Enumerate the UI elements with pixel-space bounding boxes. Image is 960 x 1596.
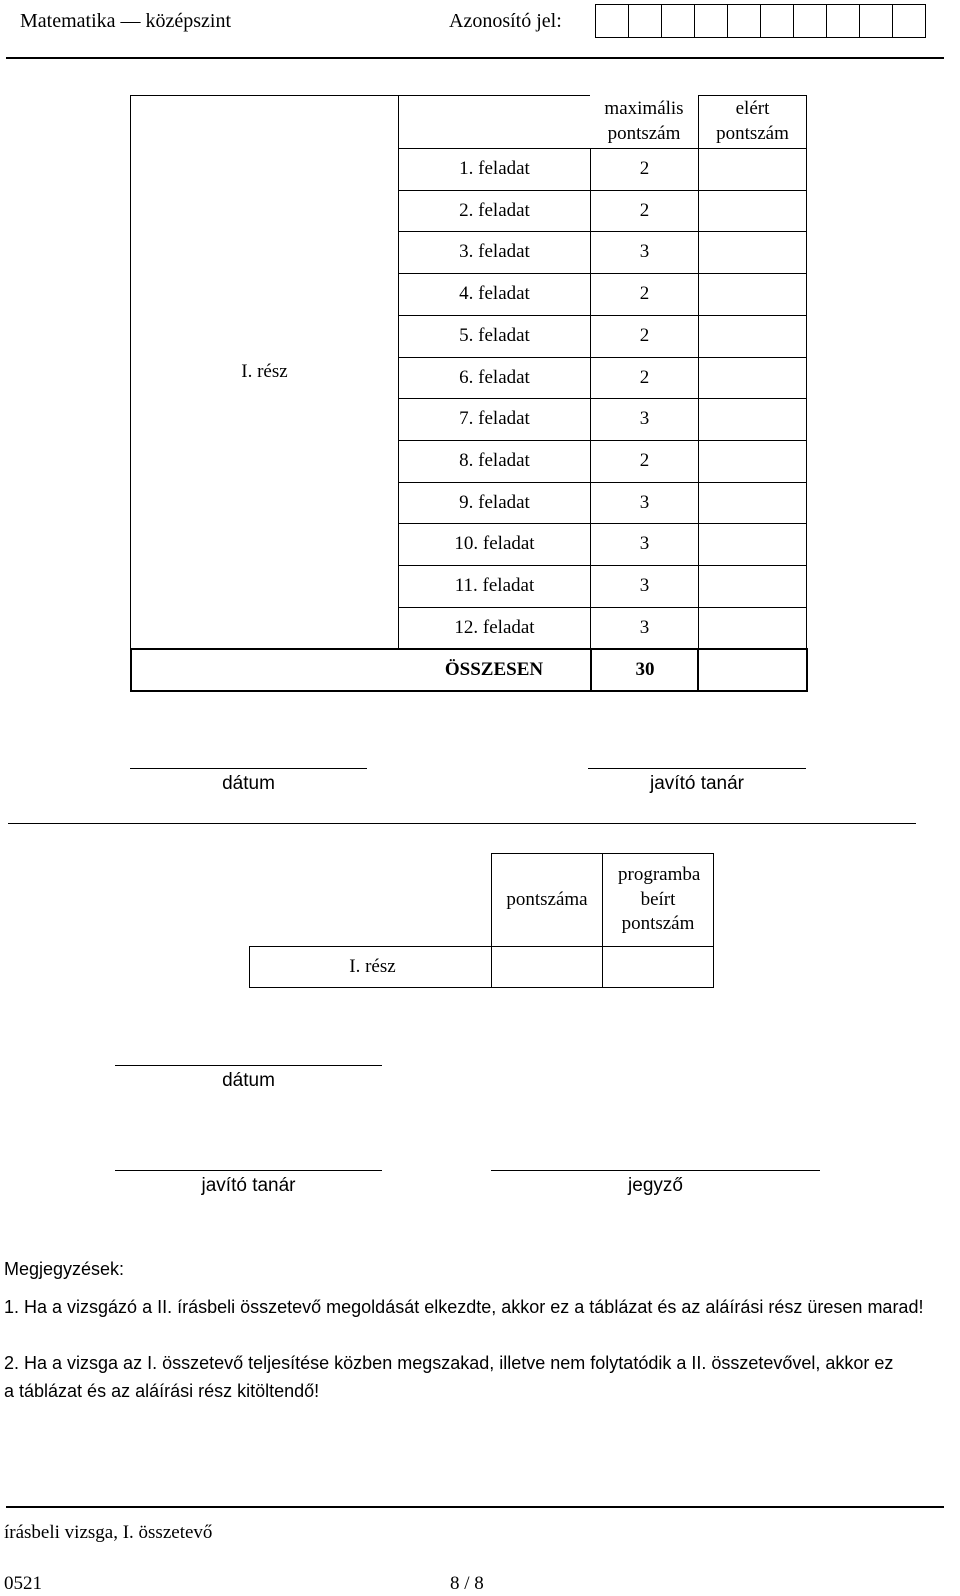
task-earned-field[interactable] [698,607,807,648]
task-earned-field[interactable] [698,190,807,231]
id-boxes [596,4,926,38]
note-2: 2. Ha a vizsga az I. összetevő teljesítése közben megszakad, illetve nem folytatódik a II. összetevővel, akkor ez a táblázat és az aláírási rész kitöltendő! [4,1353,894,1401]
task-max: 3 [590,523,698,565]
task-max: 3 [590,398,698,440]
task-max: 3 [590,565,698,607]
task-earned-field[interactable] [698,440,807,482]
program-points-field[interactable] [602,946,714,988]
id-label: Azonosító jel: [449,10,562,32]
id-box[interactable] [859,4,893,38]
footer-rule [6,1506,944,1508]
task-label: 7. feladat [398,398,590,440]
footer-page: 8 / 8 [450,1573,484,1594]
note-1: 1. Ha a vizsgázó a II. írásbeli összetevő megoldását elkezdte, akkor ez a táblázat és az aláírási rész üresen marad! [4,1297,924,1317]
corner-cell [398,95,590,148]
task-label: 2. feladat [398,190,590,231]
notes-title: Megjegyzések: [4,1259,125,1279]
teacher-line-1 [588,768,806,769]
teacher-label-1: javító tanár [650,773,744,794]
task-max: 2 [590,315,698,357]
task-earned-field[interactable] [698,565,807,607]
task-max: 2 [590,148,698,190]
date-line-2 [115,1065,382,1066]
id-box[interactable] [760,4,794,38]
id-box[interactable] [826,4,860,38]
task-label: 4. feladat [398,273,590,315]
col-program-header: programba beírt pontszám [602,853,714,947]
task-max: 3 [590,231,698,273]
task-label: 8. feladat [398,440,590,482]
id-box[interactable] [628,4,662,38]
task-earned-field[interactable] [698,482,807,523]
task-label: 10. feladat [398,523,590,565]
header-title: Matematika — középszint [20,10,232,32]
task-max: 3 [590,482,698,523]
teacher-label-2: javító tanár [201,1175,296,1196]
total-max: 30 [590,648,698,692]
footer-code: 0521 [4,1573,42,1594]
id-box[interactable] [694,4,728,38]
task-max: 2 [590,357,698,398]
total-label: ÖSSZESEN [444,658,544,680]
task-label: 3. feladat [398,231,590,273]
clerk-line [491,1170,820,1171]
id-box[interactable] [595,4,629,38]
task-label: 12. feladat [398,607,590,648]
task-max: 2 [590,190,698,231]
id-box[interactable] [661,4,695,38]
clerk-label: jegyző [628,1175,683,1196]
task-earned-field[interactable] [698,315,807,357]
program-row-label: I. rész [249,946,492,988]
task-label: 6. feladat [398,357,590,398]
id-box[interactable] [892,4,926,38]
date-label-2: dátum [222,1070,275,1091]
task-earned-field[interactable] [698,231,807,273]
section-label: I. rész [241,361,288,383]
task-label: 11. feladat [398,565,590,607]
teacher-line-2 [115,1170,382,1171]
task-label: 1. feladat [398,148,590,190]
section-cell [130,95,398,650]
col-earned-header: elért pontszám [698,95,807,148]
task-label: 5. feladat [398,315,590,357]
task-max: 2 [590,440,698,482]
task-earned-field[interactable] [698,523,807,565]
task-label: 9. feladat [398,482,590,523]
col-points-header: pontszáma [491,853,602,947]
points-field[interactable] [491,946,602,988]
task-earned-field[interactable] [698,357,807,398]
date-label-1: dátum [222,773,275,794]
id-box[interactable] [727,4,761,38]
total-earned-field[interactable] [697,648,808,692]
task-max: 3 [590,607,698,648]
task-max: 2 [590,273,698,315]
task-earned-field[interactable] [698,273,807,315]
task-earned-field[interactable] [698,398,807,440]
footer-exam-label: írásbeli vizsga, I. összetevő [4,1522,213,1543]
task-earned-field[interactable] [698,148,807,190]
col-max-header: maximális pontszám [604,97,684,144]
id-box[interactable] [793,4,827,38]
date-line-1 [130,768,367,769]
section-divider [8,823,916,824]
header-rule [6,57,944,59]
